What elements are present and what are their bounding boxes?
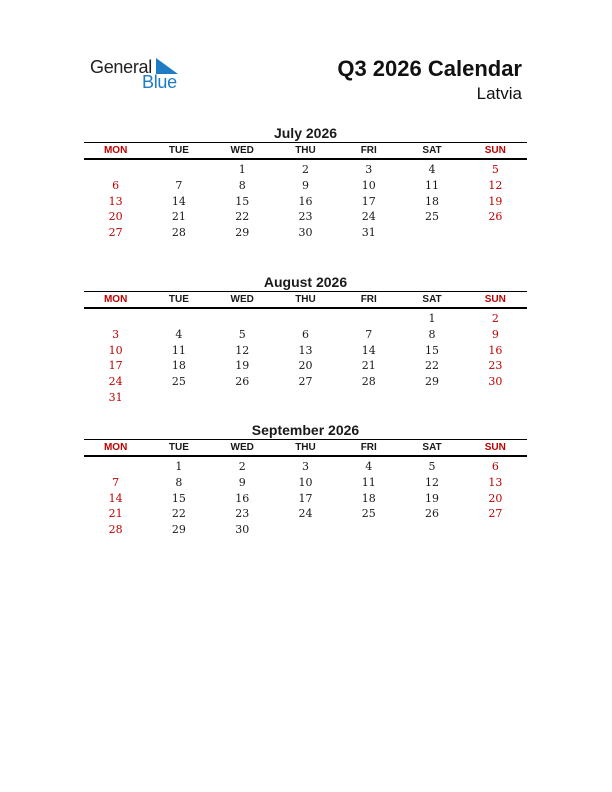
generalblue-logo bbox=[90, 57, 190, 93]
day-cell: 7 bbox=[175, 178, 183, 192]
day-cell bbox=[337, 311, 400, 327]
weekday-label: SAT bbox=[422, 442, 442, 453]
day-cell bbox=[84, 459, 147, 475]
week-row bbox=[84, 506, 527, 522]
day-cell: 12 bbox=[488, 178, 503, 192]
week-row bbox=[84, 178, 527, 194]
day-cell: 30 bbox=[298, 226, 313, 240]
day-cell: 22 bbox=[235, 210, 250, 224]
day-cell: 23 bbox=[235, 507, 250, 521]
day-cell: 13 bbox=[488, 475, 503, 489]
month-title: August 2026 bbox=[263, 274, 348, 290]
day-cell bbox=[84, 162, 147, 178]
day-cell: 24 bbox=[108, 375, 123, 389]
day-cell: 19 bbox=[425, 491, 440, 505]
day-cell bbox=[274, 390, 337, 406]
month-block-july bbox=[84, 124, 527, 241]
day-cell: 21 bbox=[108, 507, 123, 521]
day-cell bbox=[147, 390, 210, 406]
month-title: September 2026 bbox=[251, 422, 360, 438]
day-cell: 27 bbox=[488, 507, 503, 521]
day-cell bbox=[211, 390, 274, 406]
day-cell: 21 bbox=[361, 359, 376, 373]
week-row bbox=[84, 358, 527, 374]
day-cell: 7 bbox=[365, 327, 373, 341]
day-cell: 6 bbox=[301, 327, 309, 341]
day-cell bbox=[400, 390, 463, 406]
weekday-label: FRI bbox=[360, 442, 377, 453]
day-cell: 14 bbox=[108, 491, 123, 505]
day-cell: 30 bbox=[488, 375, 503, 389]
weekday-header-row bbox=[84, 292, 527, 307]
day-cell: 1 bbox=[175, 460, 183, 473]
day-cell: 4 bbox=[365, 460, 373, 473]
weekday-label: MON bbox=[103, 145, 128, 156]
weekday-label: SUN bbox=[484, 442, 506, 453]
day-cell: 14 bbox=[361, 343, 376, 357]
month-block-august bbox=[84, 273, 527, 406]
day-cell bbox=[147, 311, 210, 327]
day-cell: 11 bbox=[425, 178, 440, 192]
day-cell: 2 bbox=[491, 312, 499, 325]
day-cell: 3 bbox=[301, 460, 309, 473]
day-cell: 24 bbox=[361, 210, 376, 224]
day-cell: 2 bbox=[301, 163, 309, 176]
day-cell: 22 bbox=[171, 507, 186, 521]
day-cell: 30 bbox=[235, 523, 250, 537]
day-cell: 6 bbox=[491, 460, 499, 473]
day-cell: 20 bbox=[488, 491, 503, 505]
day-cell bbox=[274, 311, 337, 327]
week-row bbox=[84, 311, 527, 327]
day-cell: 3 bbox=[365, 163, 373, 176]
day-cell: 18 bbox=[425, 194, 440, 208]
day-cell: 16 bbox=[298, 194, 313, 208]
week-row bbox=[84, 374, 527, 390]
day-cell: 10 bbox=[108, 343, 123, 357]
day-cell: 25 bbox=[361, 507, 376, 521]
day-cell: 20 bbox=[108, 210, 123, 224]
day-cell: 29 bbox=[235, 226, 250, 240]
month-block-september bbox=[84, 421, 527, 538]
weekday-label: TUE bbox=[168, 294, 189, 305]
day-cell: 26 bbox=[235, 375, 250, 389]
day-cell: 15 bbox=[235, 194, 250, 208]
day-cell: 28 bbox=[108, 523, 123, 537]
day-cell: 17 bbox=[298, 491, 313, 505]
day-cell: 17 bbox=[108, 359, 123, 373]
weekday-label: SAT bbox=[422, 294, 442, 305]
day-cell: 19 bbox=[488, 194, 503, 208]
week-row bbox=[84, 162, 527, 178]
day-cell: 29 bbox=[425, 375, 440, 389]
week-row bbox=[84, 194, 527, 210]
day-cell: 18 bbox=[361, 491, 376, 505]
week-row bbox=[84, 491, 527, 507]
weekday-header-row bbox=[84, 143, 527, 158]
week-row bbox=[84, 343, 527, 359]
week-row bbox=[84, 209, 527, 225]
weekday-label: MON bbox=[103, 294, 128, 305]
day-cell: 9 bbox=[301, 178, 309, 192]
day-cell: 25 bbox=[425, 210, 440, 224]
day-cell: 12 bbox=[425, 475, 440, 489]
month-title: July 2026 bbox=[273, 125, 338, 141]
day-cell: 12 bbox=[235, 343, 250, 357]
day-cell: 5 bbox=[238, 327, 246, 341]
weekday-label: SAT bbox=[422, 145, 442, 156]
day-cell: 17 bbox=[361, 194, 376, 208]
weekday-header-row bbox=[84, 440, 527, 455]
day-cell: 8 bbox=[428, 327, 436, 341]
day-cell: 27 bbox=[298, 375, 313, 389]
country-name: Latvia bbox=[476, 84, 522, 103]
day-cell: 5 bbox=[428, 460, 436, 473]
day-cell bbox=[274, 522, 337, 538]
week-row bbox=[84, 459, 527, 475]
weekday-label: THU bbox=[295, 442, 316, 453]
day-cell bbox=[464, 225, 527, 241]
day-cell: 7 bbox=[112, 475, 120, 489]
day-cell: 15 bbox=[425, 343, 440, 357]
day-cell: 9 bbox=[491, 327, 499, 341]
day-cell: 2 bbox=[238, 460, 246, 473]
weekday-label: MON bbox=[103, 442, 128, 453]
logo-text-general: General bbox=[90, 57, 152, 77]
day-cell: 14 bbox=[171, 194, 186, 208]
day-cell: 9 bbox=[238, 475, 246, 489]
day-cell: 10 bbox=[298, 475, 313, 489]
day-cell: 16 bbox=[235, 491, 250, 505]
day-cell: 22 bbox=[425, 359, 440, 373]
day-cell: 19 bbox=[235, 359, 250, 373]
day-cell bbox=[147, 162, 210, 178]
day-cell: 21 bbox=[171, 210, 186, 224]
weekday-label: THU bbox=[295, 145, 316, 156]
weekday-label: WED bbox=[230, 442, 254, 453]
day-cell: 4 bbox=[428, 163, 436, 176]
day-cell: 16 bbox=[488, 343, 503, 357]
weekday-label: SUN bbox=[484, 294, 506, 305]
day-cell: 28 bbox=[171, 226, 186, 240]
day-cell: 28 bbox=[361, 375, 376, 389]
day-cell bbox=[84, 311, 147, 327]
day-cell: 4 bbox=[175, 327, 183, 341]
week-row bbox=[84, 475, 527, 491]
weekday-label: SUN bbox=[484, 145, 506, 156]
week-row bbox=[84, 522, 527, 538]
day-cell: 1 bbox=[428, 312, 436, 325]
day-cell bbox=[400, 225, 463, 241]
day-cell bbox=[464, 390, 527, 406]
day-cell: 20 bbox=[298, 359, 313, 373]
day-cell: 5 bbox=[491, 163, 499, 176]
day-cell: 15 bbox=[171, 491, 186, 505]
weekday-label: WED bbox=[230, 145, 254, 156]
day-cell: 26 bbox=[425, 507, 440, 521]
logo-text-blue: Blue bbox=[142, 72, 177, 92]
day-cell: 31 bbox=[361, 226, 376, 240]
day-cell: 11 bbox=[171, 343, 186, 357]
weekday-label: TUE bbox=[168, 442, 189, 453]
week-row bbox=[84, 327, 527, 343]
day-cell bbox=[464, 522, 527, 538]
day-cell: 23 bbox=[298, 210, 313, 224]
day-cell: 8 bbox=[238, 178, 246, 192]
day-cell: 13 bbox=[298, 343, 313, 357]
day-cell: 25 bbox=[171, 375, 186, 389]
day-cell bbox=[400, 522, 463, 538]
day-cell: 10 bbox=[361, 178, 376, 192]
day-cell: 26 bbox=[488, 210, 503, 224]
weekday-label: WED bbox=[230, 294, 254, 305]
weekday-label: THU bbox=[295, 294, 316, 305]
day-cell: 8 bbox=[175, 475, 183, 489]
weekday-label: FRI bbox=[360, 145, 377, 156]
day-cell bbox=[337, 390, 400, 406]
weekday-label: TUE bbox=[168, 145, 189, 156]
day-cell: 27 bbox=[108, 226, 123, 240]
day-cell: 23 bbox=[488, 359, 503, 373]
day-cell: 29 bbox=[171, 523, 186, 537]
day-cell: 24 bbox=[298, 507, 313, 521]
day-cell: 1 bbox=[238, 163, 246, 176]
day-cell: 6 bbox=[112, 178, 120, 192]
day-cell: 3 bbox=[112, 327, 120, 341]
day-cell: 11 bbox=[361, 475, 376, 489]
page-title: Q3 2026 Calendar bbox=[337, 56, 522, 81]
day-cell bbox=[211, 311, 274, 327]
weekday-label: FRI bbox=[360, 294, 377, 305]
day-cell bbox=[337, 522, 400, 538]
week-row bbox=[84, 390, 527, 406]
day-cell: 31 bbox=[108, 390, 123, 404]
day-cell: 18 bbox=[171, 359, 186, 373]
week-row bbox=[84, 225, 527, 241]
day-cell: 13 bbox=[108, 194, 123, 208]
